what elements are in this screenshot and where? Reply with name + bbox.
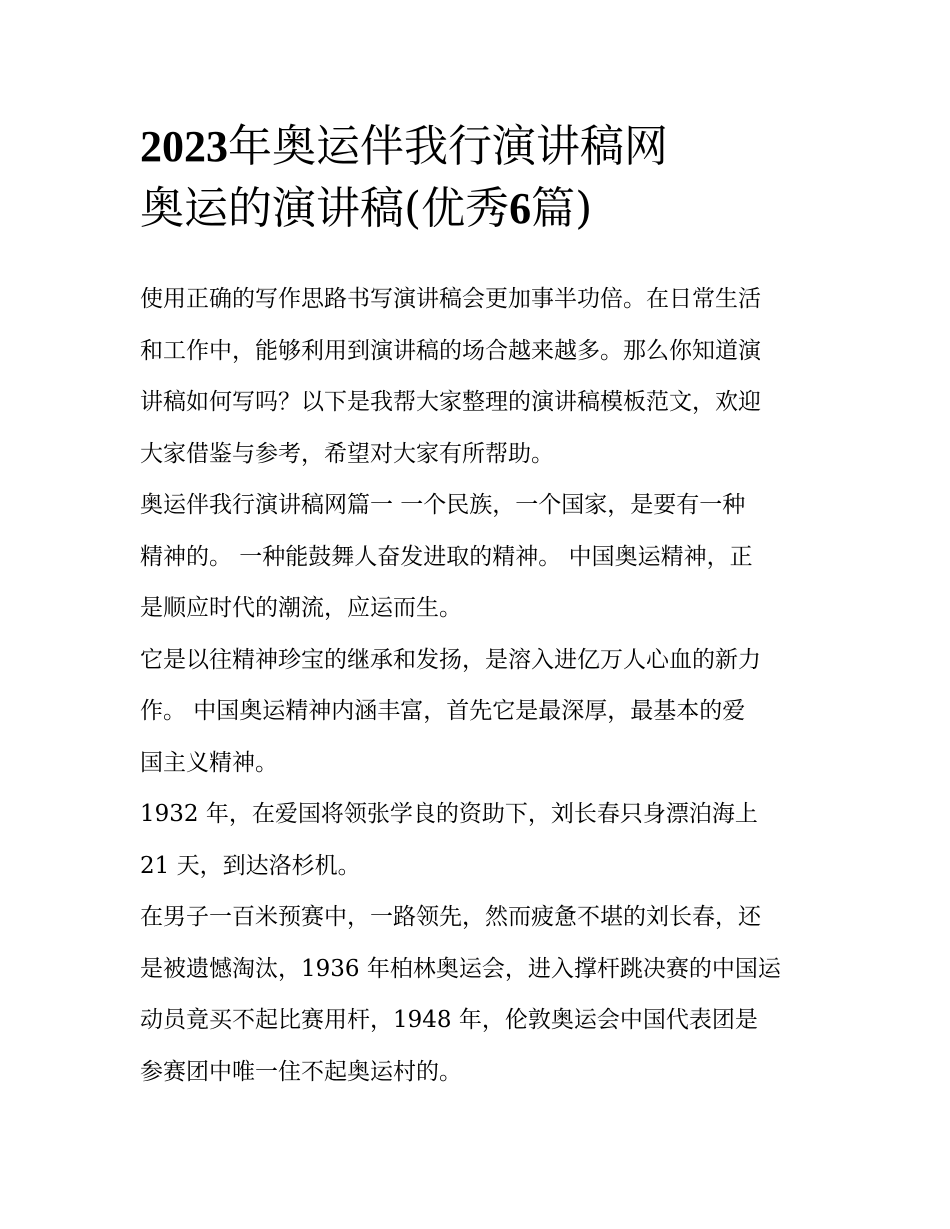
text-line: 21 天，到达洛杉机。 [140, 852, 361, 879]
document-body [140, 274, 820, 1098]
text-line: 精神的。 一种能鼓舞人奋发进取的精神。 中国奥运精神，正 [140, 543, 753, 570]
text-line: 在男子一百米预赛中，一路领先，然而疲惫不堪的刘长春，还 [140, 904, 761, 930]
text-line: 是被遗憾淘汰，1936 年柏林奥运会，进入撑杆跳决赛的中国运 [140, 955, 781, 982]
title-line-2-text: 奥运的演讲稿(优秀 [140, 183, 510, 234]
text-line: 是顺应时代的潮流，应运而生。 [140, 595, 462, 621]
paragraph-spirit [140, 635, 820, 790]
paragraph-section-one [140, 480, 820, 635]
title-line-2 [140, 178, 820, 240]
text-line: 作。 中国奥运精神内涵丰富，首先它是最深厚，最基本的爱 [140, 698, 746, 724]
title-line-2-end: 篇) [531, 183, 593, 234]
title-line-1 [140, 116, 820, 178]
text-line: 使用正确的写作思路书写演讲稿会更加事半功倍。在日常生活 [140, 286, 761, 312]
text-line: 动员竟买不起比赛用杆，1948 年，伦敦奥运会中国代表团是 [140, 1007, 758, 1033]
paragraph-1932 [140, 789, 820, 892]
title-line-1-text: 年奥运伴我行演讲稿网 [228, 121, 668, 172]
paragraph-history [140, 892, 820, 1098]
paragraph-intro [140, 274, 820, 480]
document-title [140, 116, 820, 240]
text-line: 它是以往精神珍宝的继承和发扬，是溶入进亿万人心血的新力 [140, 646, 761, 673]
text-line: 讲稿如何写吗？以下是我帮大家整理的演讲稿模板范文，欢迎 [140, 389, 761, 415]
text-line: 大家借鉴与参考，希望对大家有所帮助。 [140, 440, 554, 467]
text-line: 参赛团中唯一住不起奥运村的。 [140, 1058, 462, 1085]
title-count: 6 [509, 184, 532, 233]
text-line: 国主义精神。 [140, 749, 278, 776]
title-year: 2023 [140, 122, 228, 171]
text-line: 奥运伴我行演讲稿网篇一 一个民族，一个国家，是要有一种 [140, 492, 746, 518]
text-line: 1932 年，在爱国将领张学良的资助下，刘长春只身漂泊海上 [140, 801, 758, 827]
text-line: 和工作中，能够利用到演讲稿的场合越来越多。那么你知道演 [140, 337, 761, 364]
